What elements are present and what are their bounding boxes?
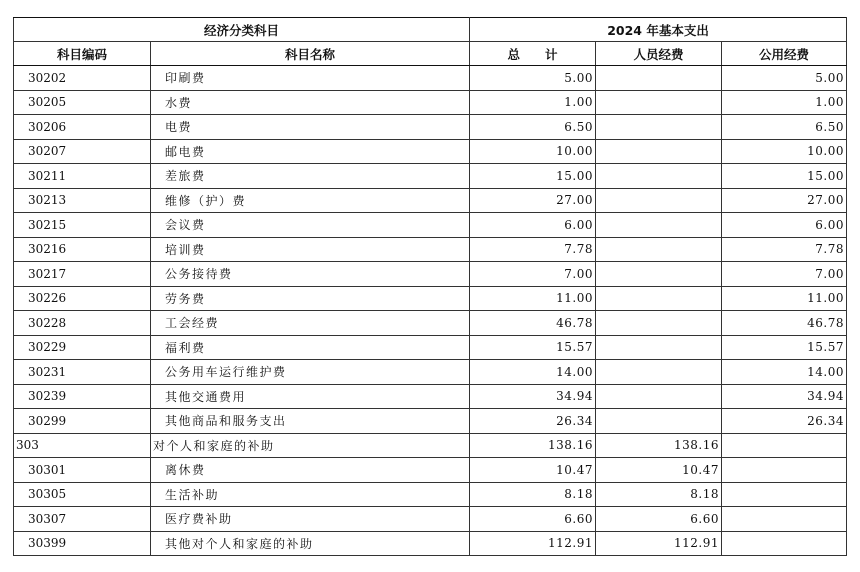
cell-personnel: 8.18 <box>596 482 722 507</box>
cell-name: 生活补助 <box>151 482 470 507</box>
cell-public: 7.78 <box>722 237 847 262</box>
cell-name: 培训费 <box>151 237 470 262</box>
cell-total: 6.50 <box>470 115 596 140</box>
cell-code: 30226 <box>14 286 151 311</box>
cell-total: 6.00 <box>470 213 596 238</box>
table-row <box>14 286 847 311</box>
cell-public: 27.00 <box>722 188 847 213</box>
cell-name: 医疗费补助 <box>151 507 470 532</box>
cell-code: 30216 <box>14 237 151 262</box>
cell-code: 30211 <box>14 164 151 189</box>
cell-name: 其他对个人和家庭的补助 <box>151 531 470 556</box>
header-row-columns <box>14 42 847 66</box>
table-row <box>14 433 847 458</box>
cell-personnel <box>596 139 722 164</box>
cell-public: 46.78 <box>722 311 847 336</box>
col-header-name: 科目名称 <box>151 42 470 66</box>
cell-personnel: 6.60 <box>596 507 722 532</box>
cell-name: 福利费 <box>151 335 470 360</box>
cell-total: 7.00 <box>470 262 596 287</box>
cell-code: 30206 <box>14 115 151 140</box>
cell-personnel: 112.91 <box>596 531 722 556</box>
cell-total: 15.00 <box>470 164 596 189</box>
cell-code: 30228 <box>14 311 151 336</box>
cell-personnel <box>596 164 722 189</box>
cell-public <box>722 482 847 507</box>
table-row <box>14 335 847 360</box>
cell-public: 7.00 <box>722 262 847 287</box>
table-row <box>14 531 847 556</box>
table-row <box>14 188 847 213</box>
cell-name: 其他交通费用 <box>151 384 470 409</box>
table-row <box>14 384 847 409</box>
cell-name: 印刷费 <box>151 66 470 91</box>
col-header-total: 总 计 <box>470 42 596 66</box>
table-row <box>14 409 847 434</box>
cell-public: 11.00 <box>722 286 847 311</box>
cell-code: 30213 <box>14 188 151 213</box>
cell-personnel <box>596 115 722 140</box>
cell-total: 26.34 <box>470 409 596 434</box>
cell-public: 15.57 <box>722 335 847 360</box>
cell-code: 30229 <box>14 335 151 360</box>
cell-personnel <box>596 213 722 238</box>
cell-total: 14.00 <box>470 360 596 385</box>
header-row-top <box>14 18 847 42</box>
cell-personnel <box>596 384 722 409</box>
table-row <box>14 482 847 507</box>
cell-public: 15.00 <box>722 164 847 189</box>
category-title: 经济分类科目 <box>14 18 470 42</box>
cell-public: 6.50 <box>722 115 847 140</box>
cell-code: 30215 <box>14 213 151 238</box>
cell-name: 邮电费 <box>151 139 470 164</box>
cell-personnel <box>596 311 722 336</box>
cell-name: 劳务费 <box>151 286 470 311</box>
table-row <box>14 90 847 115</box>
cell-personnel: 10.47 <box>596 458 722 483</box>
cell-total: 112.91 <box>470 531 596 556</box>
cell-public: 6.00 <box>722 213 847 238</box>
cell-name: 离休费 <box>151 458 470 483</box>
cell-name: 工会经费 <box>151 311 470 336</box>
cell-total: 15.57 <box>470 335 596 360</box>
cell-public: 34.94 <box>722 384 847 409</box>
col-header-personnel: 人员经费 <box>596 42 722 66</box>
cell-personnel <box>596 188 722 213</box>
cell-name: 公务用车运行维护费 <box>151 360 470 385</box>
cell-total: 11.00 <box>470 286 596 311</box>
cell-personnel <box>596 237 722 262</box>
cell-code: 30205 <box>14 90 151 115</box>
table-row <box>14 66 847 91</box>
cell-code: 30399 <box>14 531 151 556</box>
cell-total: 5.00 <box>470 66 596 91</box>
cell-total: 6.60 <box>470 507 596 532</box>
cell-personnel <box>596 409 722 434</box>
table-row <box>14 213 847 238</box>
cell-name: 维修（护）费 <box>151 188 470 213</box>
cell-public: 1.00 <box>722 90 847 115</box>
cell-code: 30217 <box>14 262 151 287</box>
cell-total: 27.00 <box>470 188 596 213</box>
col-header-code: 科目编码 <box>14 42 151 66</box>
cell-public <box>722 507 847 532</box>
budget-table <box>13 17 847 556</box>
cell-personnel <box>596 335 722 360</box>
cell-personnel <box>596 262 722 287</box>
cell-public: 10.00 <box>722 139 847 164</box>
cell-public <box>722 458 847 483</box>
table-row <box>14 139 847 164</box>
table-row <box>14 237 847 262</box>
cell-total: 1.00 <box>470 90 596 115</box>
cell-personnel: 138.16 <box>596 433 722 458</box>
table-row <box>14 262 847 287</box>
cell-name: 水费 <box>151 90 470 115</box>
cell-total: 46.78 <box>470 311 596 336</box>
table-row <box>14 164 847 189</box>
table-row <box>14 458 847 483</box>
cell-name: 对个人和家庭的补助 <box>151 433 470 458</box>
cell-personnel <box>596 286 722 311</box>
cell-name: 电费 <box>151 115 470 140</box>
cell-public: 14.00 <box>722 360 847 385</box>
cell-code: 30231 <box>14 360 151 385</box>
cell-total: 34.94 <box>470 384 596 409</box>
cell-name: 会议费 <box>151 213 470 238</box>
cell-code: 30299 <box>14 409 151 434</box>
cell-name: 差旅费 <box>151 164 470 189</box>
cell-total: 138.16 <box>470 433 596 458</box>
table-row <box>14 360 847 385</box>
cell-total: 8.18 <box>470 482 596 507</box>
cell-code: 30305 <box>14 482 151 507</box>
cell-code: 30239 <box>14 384 151 409</box>
cell-personnel <box>596 66 722 91</box>
cell-total: 7.78 <box>470 237 596 262</box>
table-row <box>14 115 847 140</box>
cell-public <box>722 531 847 556</box>
cell-code: 303 <box>14 433 151 458</box>
cell-name: 公务接待费 <box>151 262 470 287</box>
cell-code: 30202 <box>14 66 151 91</box>
table-body <box>14 66 847 556</box>
cell-code: 30207 <box>14 139 151 164</box>
cell-code: 30307 <box>14 507 151 532</box>
cell-name: 其他商品和服务支出 <box>151 409 470 434</box>
budget-title: 2024 年基本支出 <box>470 18 847 42</box>
cell-public <box>722 433 847 458</box>
col-header-public: 公用经费 <box>722 42 847 66</box>
cell-personnel <box>596 90 722 115</box>
cell-public: 5.00 <box>722 66 847 91</box>
table-row <box>14 311 847 336</box>
cell-personnel <box>596 360 722 385</box>
cell-code: 30301 <box>14 458 151 483</box>
table-row <box>14 507 847 532</box>
cell-total: 10.00 <box>470 139 596 164</box>
cell-total: 10.47 <box>470 458 596 483</box>
cell-public: 26.34 <box>722 409 847 434</box>
